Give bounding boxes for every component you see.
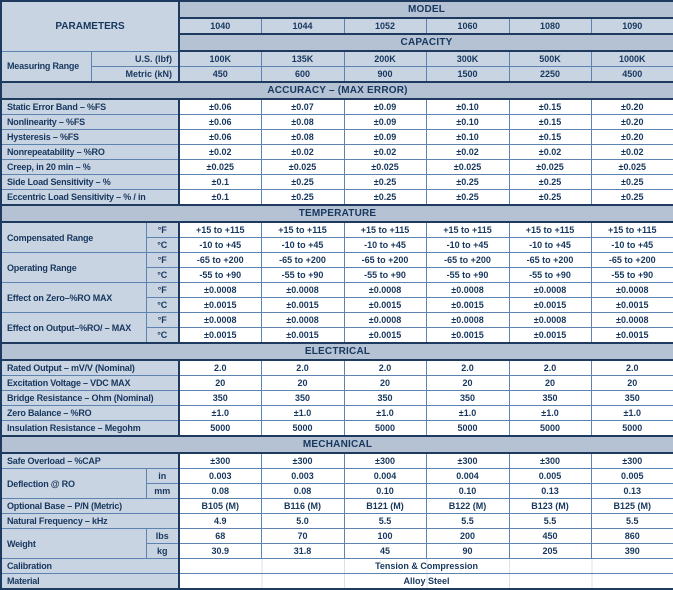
model-cell: 1044	[261, 18, 344, 34]
value-cell: ±0.07	[261, 99, 344, 115]
capacity-value-cell: 300K	[426, 51, 509, 67]
value-cell: ±0.0015	[179, 328, 261, 344]
value-cell: ±0.0015	[509, 298, 591, 313]
value-cell: B123 (M)	[509, 499, 591, 514]
value-cell: 0.10	[426, 484, 509, 499]
row-label: Eccentric Load Sensitivity – % / in	[1, 190, 179, 206]
value-cell: ±0.025	[426, 160, 509, 175]
value-cell: 350	[179, 391, 261, 406]
row-label: Operating Range	[1, 253, 146, 283]
capacity-band: CAPACITY	[179, 34, 673, 51]
value-cell: -10 to +45	[179, 238, 261, 253]
value-cell: ±1.0	[344, 406, 426, 421]
value-cell: 90	[426, 544, 509, 559]
unit-cell: °F	[146, 313, 179, 328]
measuring-range-label: Measuring Range	[1, 51, 91, 82]
value-cell: ±0.0015	[426, 328, 509, 344]
row-label: Weight	[1, 529, 146, 559]
value-cell: ±0.0008	[344, 283, 426, 298]
value-cell: 350	[261, 391, 344, 406]
value-cell: ±0.0015	[591, 298, 673, 313]
value-cell: ±0.20	[591, 99, 673, 115]
value-cell: ±0.0008	[509, 283, 591, 298]
value-cell: B122 (M)	[426, 499, 509, 514]
value-cell: ±0.10	[426, 99, 509, 115]
value-cell: 350	[426, 391, 509, 406]
value-cell: 5000	[591, 421, 673, 437]
value-cell: B125 (M)	[591, 499, 673, 514]
capacity-value-cell: 1500	[426, 67, 509, 83]
value-cell: 5.5	[591, 514, 673, 529]
value-cell: ±0.25	[426, 175, 509, 190]
value-cell: ±0.0008	[179, 283, 261, 298]
value-cell: ±0.09	[344, 115, 426, 130]
value-cell: B116 (M)	[261, 499, 344, 514]
value-cell: B121 (M)	[344, 499, 426, 514]
value-cell: 2.0	[509, 360, 591, 376]
value-cell: 5.5	[509, 514, 591, 529]
value-cell: ±0.0008	[344, 313, 426, 328]
unit-cell: °C	[146, 268, 179, 283]
value-cell: ±0.0015	[179, 298, 261, 313]
value-cell: ±1.0	[591, 406, 673, 421]
value-cell: ±1.0	[509, 406, 591, 421]
value-cell: B105 (M)	[179, 499, 261, 514]
value-cell: 0.003	[261, 469, 344, 484]
value-cell: 450	[509, 529, 591, 544]
value-cell: 0.13	[591, 484, 673, 499]
value-cell: ±0.025	[261, 160, 344, 175]
value-cell: 350	[509, 391, 591, 406]
value-cell: ±0.15	[509, 115, 591, 130]
value-cell: 0.005	[509, 469, 591, 484]
value-cell: ±0.0008	[509, 313, 591, 328]
value-cell: ±0.02	[261, 145, 344, 160]
value-cell: ±0.06	[179, 115, 261, 130]
unit-cell: lbs	[146, 529, 179, 544]
value-cell: -55 to +90	[344, 268, 426, 283]
value-cell: ±0.25	[344, 175, 426, 190]
capacity-value-cell: 900	[344, 67, 426, 83]
value-cell: ±0.02	[591, 145, 673, 160]
value-cell: 0.13	[509, 484, 591, 499]
value-cell: ±0.025	[509, 160, 591, 175]
value-cell: ±0.025	[179, 160, 261, 175]
capacity-value-cell: 4500	[591, 67, 673, 83]
value-cell: ±0.02	[179, 145, 261, 160]
value-cell: 0.10	[344, 484, 426, 499]
value-cell: ±0.10	[426, 115, 509, 130]
value-cell: -10 to +45	[261, 238, 344, 253]
value-cell: 70	[261, 529, 344, 544]
row-label: Rated Output – mV/V (Nominal)	[1, 360, 179, 376]
value-cell: 860	[591, 529, 673, 544]
unit-cell: °F	[146, 283, 179, 298]
value-cell: ±0.02	[344, 145, 426, 160]
value-cell: 5.5	[344, 514, 426, 529]
value-cell: 5000	[426, 421, 509, 437]
value-cell: +15 to +115	[344, 222, 426, 238]
value-cell: ±1.0	[426, 406, 509, 421]
value-cell: ±0.25	[591, 190, 673, 206]
row-label: Deflection @ RO	[1, 469, 146, 499]
row-label: Static Error Band – %FS	[1, 99, 179, 115]
capacity-value-cell: 100K	[179, 51, 261, 67]
model-band: MODEL	[179, 1, 673, 18]
value-cell: ±0.02	[426, 145, 509, 160]
value-cell: 5.0	[261, 514, 344, 529]
value-cell: 0.08	[179, 484, 261, 499]
value-cell: ±0.0015	[426, 298, 509, 313]
unit-cell: °C	[146, 298, 179, 313]
value-cell: ±0.25	[344, 190, 426, 206]
value-cell: 45	[344, 544, 426, 559]
value-cell: ±1.0	[261, 406, 344, 421]
section-title: MECHANICAL	[1, 436, 673, 453]
value-cell: 5000	[261, 421, 344, 437]
value-cell: 68	[179, 529, 261, 544]
value-cell: ±300	[261, 453, 344, 469]
value-cell: 205	[509, 544, 591, 559]
value-cell: ±0.0015	[591, 328, 673, 344]
value-cell: +15 to +115	[261, 222, 344, 238]
section-title: TEMPERATURE	[1, 205, 673, 222]
value-cell: ±0.25	[591, 175, 673, 190]
value-cell: -10 to +45	[591, 238, 673, 253]
value-cell: ±0.0008	[261, 283, 344, 298]
section-title: ACCURACY – (MAX ERROR)	[1, 82, 673, 99]
unit-cell: Metric (kN)	[91, 67, 179, 83]
value-cell: ±0.025	[591, 160, 673, 175]
value-cell: -55 to +90	[426, 268, 509, 283]
value-cell: 0.003	[179, 469, 261, 484]
value-cell: 20	[344, 376, 426, 391]
value-cell: ±300	[179, 453, 261, 469]
unit-cell: °F	[146, 253, 179, 268]
capacity-value-cell: 1000K	[591, 51, 673, 67]
value-cell: 5000	[509, 421, 591, 437]
value-cell: 0.005	[591, 469, 673, 484]
capacity-value-cell: 600	[261, 67, 344, 83]
value-cell: -65 to +200	[261, 253, 344, 268]
value-cell: ±0.1	[179, 190, 261, 206]
value-cell: ±300	[344, 453, 426, 469]
value-cell: ±0.20	[591, 130, 673, 145]
model-cell: 1080	[509, 18, 591, 34]
value-cell: ±0.06	[179, 99, 261, 115]
row-label: Calibration	[1, 559, 179, 574]
value-cell: 100	[344, 529, 426, 544]
value-cell: 5.5	[426, 514, 509, 529]
model-cell: 1052	[344, 18, 426, 34]
value-cell: ±0.0015	[344, 328, 426, 344]
value-cell: ±0.20	[591, 115, 673, 130]
value-cell: -10 to +45	[426, 238, 509, 253]
value-cell: 2.0	[179, 360, 261, 376]
merged-value-cell: Alloy Steel	[179, 574, 673, 590]
value-cell: -10 to +45	[509, 238, 591, 253]
value-cell: ±0.09	[344, 130, 426, 145]
row-label: Natural Frequency – kHz	[1, 514, 179, 529]
row-label: Nonlinearity – %FS	[1, 115, 179, 130]
value-cell: 0.08	[261, 484, 344, 499]
row-label: Effect on Zero–%RO MAX	[1, 283, 146, 313]
unit-cell: °C	[146, 328, 179, 344]
row-label: Optional Base – P/N (Metric)	[1, 499, 179, 514]
value-cell: ±0.02	[509, 145, 591, 160]
value-cell: ±0.25	[426, 190, 509, 206]
value-cell: ±0.10	[426, 130, 509, 145]
row-label: Creep, in 20 min – %	[1, 160, 179, 175]
unit-cell: mm	[146, 484, 179, 499]
value-cell: -65 to +200	[591, 253, 673, 268]
value-cell: 4.9	[179, 514, 261, 529]
value-cell: ±0.0008	[591, 313, 673, 328]
value-cell: ±0.025	[344, 160, 426, 175]
value-cell: ±0.0015	[261, 298, 344, 313]
value-cell: 200	[426, 529, 509, 544]
value-cell: ±0.0008	[426, 313, 509, 328]
value-cell: ±0.15	[509, 99, 591, 115]
value-cell: 0.004	[344, 469, 426, 484]
row-label: Safe Overload – %CAP	[1, 453, 179, 469]
value-cell: -65 to +200	[426, 253, 509, 268]
merged-value-cell: Tension & Compression	[179, 559, 673, 574]
capacity-value-cell: 2250	[509, 67, 591, 83]
row-label: Hysteresis – %FS	[1, 130, 179, 145]
row-label: Material	[1, 574, 179, 590]
value-cell: ±0.0015	[344, 298, 426, 313]
unit-cell: U.S. (lbf)	[91, 51, 179, 67]
value-cell: ±300	[509, 453, 591, 469]
value-cell: ±0.09	[344, 99, 426, 115]
model-cell: 1060	[426, 18, 509, 34]
value-cell: 2.0	[426, 360, 509, 376]
section-title: ELECTRICAL	[1, 343, 673, 360]
value-cell: -10 to +45	[344, 238, 426, 253]
row-label: Excitation Voltage – VDC MAX	[1, 376, 179, 391]
unit-cell: °F	[146, 222, 179, 238]
capacity-value-cell: 200K	[344, 51, 426, 67]
value-cell: 2.0	[261, 360, 344, 376]
row-label: Side Load Sensitivity – %	[1, 175, 179, 190]
row-label: Bridge Resistance – Ohm (Nominal)	[1, 391, 179, 406]
parameters-header: PARAMETERS	[1, 1, 179, 51]
value-cell: ±0.0008	[591, 283, 673, 298]
value-cell: -65 to +200	[344, 253, 426, 268]
row-label: Nonrepeatability – %RO	[1, 145, 179, 160]
value-cell: 20	[509, 376, 591, 391]
row-label: Zero Balance – %RO	[1, 406, 179, 421]
value-cell: 20	[179, 376, 261, 391]
value-cell: 0.004	[426, 469, 509, 484]
value-cell: -55 to +90	[261, 268, 344, 283]
value-cell: ±0.0008	[426, 283, 509, 298]
unit-cell: kg	[146, 544, 179, 559]
capacity-value-cell: 450	[179, 67, 261, 83]
value-cell: -55 to +90	[509, 268, 591, 283]
row-label: Insulation Resistance – Megohm	[1, 421, 179, 437]
value-cell: +15 to +115	[179, 222, 261, 238]
value-cell: 30.9	[179, 544, 261, 559]
unit-cell: °C	[146, 238, 179, 253]
value-cell: ±0.25	[261, 175, 344, 190]
value-cell: +15 to +115	[426, 222, 509, 238]
value-cell: ±0.25	[509, 190, 591, 206]
value-cell: +15 to +115	[509, 222, 591, 238]
value-cell: ±0.0015	[261, 328, 344, 344]
value-cell: ±0.06	[179, 130, 261, 145]
value-cell: 20	[591, 376, 673, 391]
model-cell: 1040	[179, 18, 261, 34]
value-cell: -65 to +200	[179, 253, 261, 268]
row-label: Effect on Output–%RO/ – MAX	[1, 313, 146, 344]
value-cell: 2.0	[591, 360, 673, 376]
value-cell: 20	[261, 376, 344, 391]
value-cell: ±1.0	[179, 406, 261, 421]
value-cell: ±0.1	[179, 175, 261, 190]
capacity-value-cell: 135K	[261, 51, 344, 67]
value-cell: ±0.0015	[509, 328, 591, 344]
value-cell: 2.0	[344, 360, 426, 376]
value-cell: ±0.0008	[261, 313, 344, 328]
capacity-value-cell: 500K	[509, 51, 591, 67]
value-cell: ±0.25	[261, 190, 344, 206]
value-cell: ±0.0008	[179, 313, 261, 328]
value-cell: 390	[591, 544, 673, 559]
value-cell: -55 to +90	[591, 268, 673, 283]
row-label: Compensated Range	[1, 222, 146, 253]
value-cell: ±300	[426, 453, 509, 469]
value-cell: -55 to +90	[179, 268, 261, 283]
value-cell: ±0.25	[509, 175, 591, 190]
value-cell: ±0.08	[261, 115, 344, 130]
unit-cell: in	[146, 469, 179, 484]
model-cell: 1090	[591, 18, 673, 34]
value-cell: 5000	[344, 421, 426, 437]
value-cell: 31.8	[261, 544, 344, 559]
value-cell: 20	[426, 376, 509, 391]
value-cell: +15 to +115	[591, 222, 673, 238]
value-cell: ±0.15	[509, 130, 591, 145]
value-cell: ±0.08	[261, 130, 344, 145]
value-cell: -65 to +200	[509, 253, 591, 268]
value-cell: 5000	[179, 421, 261, 437]
value-cell: 350	[344, 391, 426, 406]
value-cell: ±300	[591, 453, 673, 469]
value-cell: 350	[591, 391, 673, 406]
